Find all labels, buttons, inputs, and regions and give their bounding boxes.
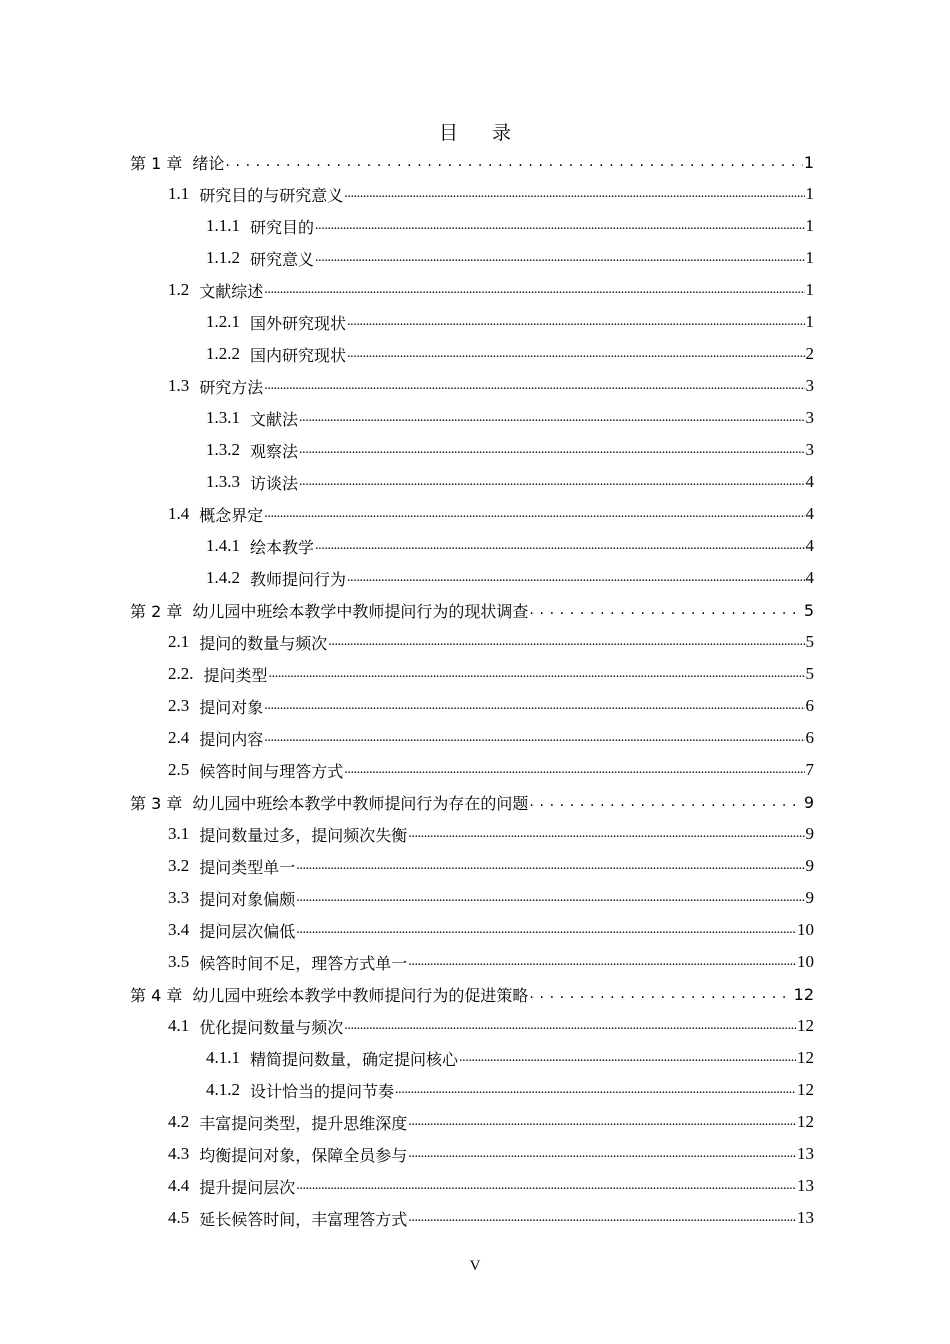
toc-entry-title: 提问类型单一 [199,857,296,877]
toc-entry-title: 丰富提问类型，提升思维深度 [199,1113,408,1133]
toc-dot-leader [328,633,804,651]
toc-entry-page: 3 [805,440,814,459]
toc-entry-title: 研究方法 [199,377,264,397]
toc-dot-leader [264,729,804,747]
toc-entry-page: 2 [805,344,814,363]
toc-entry[interactable] [168,1106,814,1138]
toc-entry-title: 候答时间不足，理答方式单一 [199,953,408,973]
toc-dot-leader [408,1113,796,1131]
toc-entry-title: 概念界定 [199,505,264,525]
toc-entry-page: 9 [805,888,814,907]
toc-entry[interactable] [206,466,814,498]
toc-entry-page: 4 [805,504,814,523]
toc-entry-number: 1.4 [168,504,190,523]
toc-dot-leader [269,665,805,683]
toc-entry[interactable] [168,498,814,530]
toc-entry[interactable] [168,626,814,658]
toc-entry-title: 延长候答时间，丰富理答方式 [199,1209,408,1229]
toc-entry-page: 4 [805,568,814,587]
toc-entry-title: 文献综述 [199,281,264,301]
toc-entry-title: 研究意义 [250,249,315,269]
toc-entry[interactable] [168,1010,814,1042]
toc-entry-page: 12 [793,984,814,1004]
toc-entry-title: 教师提问行为 [250,569,347,589]
toc-dot-leader [296,857,804,875]
toc-entry[interactable] [206,562,814,594]
toc-entry[interactable] [168,370,814,402]
toc-entry-page: 1 [805,280,814,299]
toc-entry-page: 9 [805,856,814,875]
toc-entry-page: 1 [805,312,814,331]
toc-entry-number: 1.3.3 [206,472,240,491]
toc-entry-title: 均衡提问对象，保障全员参与 [199,1145,408,1165]
toc-entry[interactable] [206,530,814,562]
toc-entry-number: 第 2 章 [130,601,183,621]
toc-entry-title: 提问的数量与频次 [199,633,328,653]
toc-entry-page: 12 [797,1080,814,1099]
toc-entry-page: 1 [805,248,814,267]
toc-entry[interactable] [168,754,814,786]
toc-entry-number: 4.4 [168,1176,190,1195]
toc-entry[interactable] [206,210,814,242]
toc-entry[interactable] [168,690,814,722]
toc-entry-number: 1.1 [168,184,190,203]
toc-dot-leader [344,185,804,203]
toc-entry-title: 观察法 [250,441,299,461]
toc-entry[interactable] [206,402,814,434]
toc-entry-number: 1.3.2 [206,440,240,459]
toc-entry-title: 提升提问层次 [199,1177,296,1197]
toc-entry-title: 提问层次偏低 [199,921,296,941]
toc-entry[interactable] [130,978,814,1010]
toc-entry-title: 提问类型 [203,665,268,685]
toc-entry[interactable] [168,722,814,754]
toc-dot-leader [408,953,796,971]
toc-entry[interactable] [206,306,814,338]
toc-entry-page: 6 [805,728,814,747]
toc-entry-page: 5 [803,600,814,620]
toc-entry[interactable] [168,178,814,210]
toc-dot-leader [299,409,804,427]
toc-dot-leader [299,473,804,491]
toc-entry-number: 第 4 章 [130,985,183,1005]
toc-entry-number: 第 1 章 [130,153,183,173]
toc-entry[interactable] [206,338,814,370]
toc-entry-number: 1.4.1 [206,536,240,555]
toc-dot-leader [347,313,804,331]
toc-dot-leader [529,985,792,1003]
toc-dot-leader [459,1049,796,1067]
toc-dot-leader [529,601,802,619]
toc-entry-title: 提问对象 [199,697,264,717]
toc-entry-number: 4.5 [168,1208,190,1227]
toc-entry-number: 4.2 [168,1112,190,1131]
toc-dot-leader [395,1081,796,1099]
toc-entry-page: 9 [803,792,814,812]
toc-entry-number: 3.4 [168,920,190,939]
toc-entry-page: 9 [805,824,814,843]
toc-entry-page: 4 [805,536,814,555]
toc-entry-number: 2.4 [168,728,190,747]
toc-dot-leader [296,921,796,939]
toc-entry[interactable] [168,1170,814,1202]
toc-entry[interactable] [168,1138,814,1170]
toc-entry-page: 12 [797,1048,814,1067]
toc-entry-number: 2.1 [168,632,190,651]
toc-entry-title: 设计恰当的提问节奏 [250,1081,395,1101]
toc-entry-title: 幼儿园中班绘本教学中教师提问行为的现状调查 [192,601,529,621]
toc-entry[interactable] [130,146,814,178]
toc-entry[interactable] [130,594,814,626]
toc-entry[interactable] [168,658,814,690]
toc-entry-number: 4.1.1 [206,1048,240,1067]
toc-dot-leader [347,345,804,363]
toc-entry-page: 10 [797,952,814,971]
toc-dot-leader [315,217,804,235]
toc-entry-title: 绪论 [192,153,225,173]
toc-dot-leader [315,249,804,267]
toc-entry-page: 1 [805,184,814,203]
toc-entry[interactable] [168,818,814,850]
toc-dot-leader [296,1177,796,1195]
toc-dot-leader [264,697,804,715]
toc-entry-title: 国外研究现状 [250,313,347,333]
toc-entry-number: 3.3 [168,888,190,907]
page-number: V [469,1258,481,1274]
toc-entry-number: 3.1 [168,824,190,843]
toc-entry[interactable] [206,1074,814,1106]
toc-entry[interactable] [168,274,814,306]
toc-entry-title: 提问对象偏颇 [199,889,296,909]
toc-entry-number: 1.1.2 [206,248,240,267]
toc-entry-number: 4.1.2 [206,1080,240,1099]
toc-dot-leader [299,441,804,459]
toc-dot-leader [315,537,804,555]
toc-entry-title: 文献法 [250,409,299,429]
toc-entry[interactable] [168,914,814,946]
toc-entry-number: 第 3 章 [130,793,183,813]
toc-entry-title: 绘本教学 [250,537,315,557]
toc-entry-title: 幼儿园中班绘本教学中教师提问行为的促进策略 [192,985,529,1005]
toc-entry-title: 研究目的与研究意义 [199,185,344,205]
toc-dot-leader [408,825,804,843]
toc-entry[interactable] [168,850,814,882]
toc-entry-page: 10 [797,920,814,939]
toc-entry-number: 1.2.2 [206,344,240,363]
toc-dot-leader [264,377,804,395]
toc-entry-number: 2.2. [168,664,194,683]
toc-entry-page: 5 [805,664,814,683]
toc-dot-leader [347,569,804,587]
toc-entry-page: 13 [797,1176,814,1195]
toc-entry-title: 提问数量过多，提问频次失衡 [199,825,408,845]
toc-entry[interactable] [168,946,814,978]
toc-entry-page: 3 [805,376,814,395]
toc-entry-page: 13 [797,1144,814,1163]
toc-entry-number: 4.1 [168,1016,190,1035]
toc-entry-page: 13 [797,1208,814,1227]
toc-entry-number: 1.2 [168,280,190,299]
toc-entry-page: 5 [805,632,814,651]
toc-dot-leader [408,1145,796,1163]
toc-entry-page: 4 [805,472,814,491]
toc-entry[interactable] [206,1042,814,1074]
toc-entry-number: 3.5 [168,952,190,971]
toc-dot-leader [264,505,804,523]
toc-entry-title: 访谈法 [250,473,299,493]
toc-entry-title: 国内研究现状 [250,345,347,365]
toc-title: 目 录 [438,122,526,144]
toc-entry-number: 2.5 [168,760,190,779]
toc-entry-number: 1.1.1 [206,216,240,235]
toc-dot-leader [296,889,804,907]
toc-entry-title: 研究目的 [250,217,315,237]
toc-entry[interactable] [130,786,814,818]
toc-dot-leader [344,1017,796,1035]
toc-entry-number: 4.3 [168,1144,190,1163]
toc-entry-title: 提问内容 [199,729,264,749]
toc-entry-page: 6 [805,696,814,715]
toc-dot-leader [225,153,802,171]
toc-entry-page: 7 [805,760,814,779]
toc-entry-page: 12 [797,1112,814,1131]
toc-entry-number: 3.2 [168,856,190,875]
toc-dot-leader [264,281,804,299]
toc-dot-leader [408,1209,796,1227]
toc-entry[interactable] [168,882,814,914]
toc-entry[interactable] [168,1202,814,1234]
toc-entry-title: 候答时间与理答方式 [199,761,344,781]
toc-entry-page: 3 [805,408,814,427]
toc-entry-title: 精简提问数量，确定提问核心 [250,1049,459,1069]
toc-entry-page: 12 [797,1016,814,1035]
toc-entry-number: 1.3.1 [206,408,240,427]
toc-entry-number: 1.3 [168,376,190,395]
toc-dot-leader [529,793,802,811]
toc-entry[interactable] [206,434,814,466]
toc-dot-leader [344,761,804,779]
toc-entry-number: 1.4.2 [206,568,240,587]
toc-entry-page: 1 [805,216,814,235]
toc-entry-number: 1.2.1 [206,312,240,331]
toc-entry-page: 1 [803,152,814,172]
toc-entry[interactable] [206,242,814,274]
toc-entry-title: 优化提问数量与频次 [199,1017,344,1037]
toc-entry-number: 2.3 [168,696,190,715]
toc-entry-title: 幼儿园中班绘本教学中教师提问行为存在的问题 [192,793,529,813]
